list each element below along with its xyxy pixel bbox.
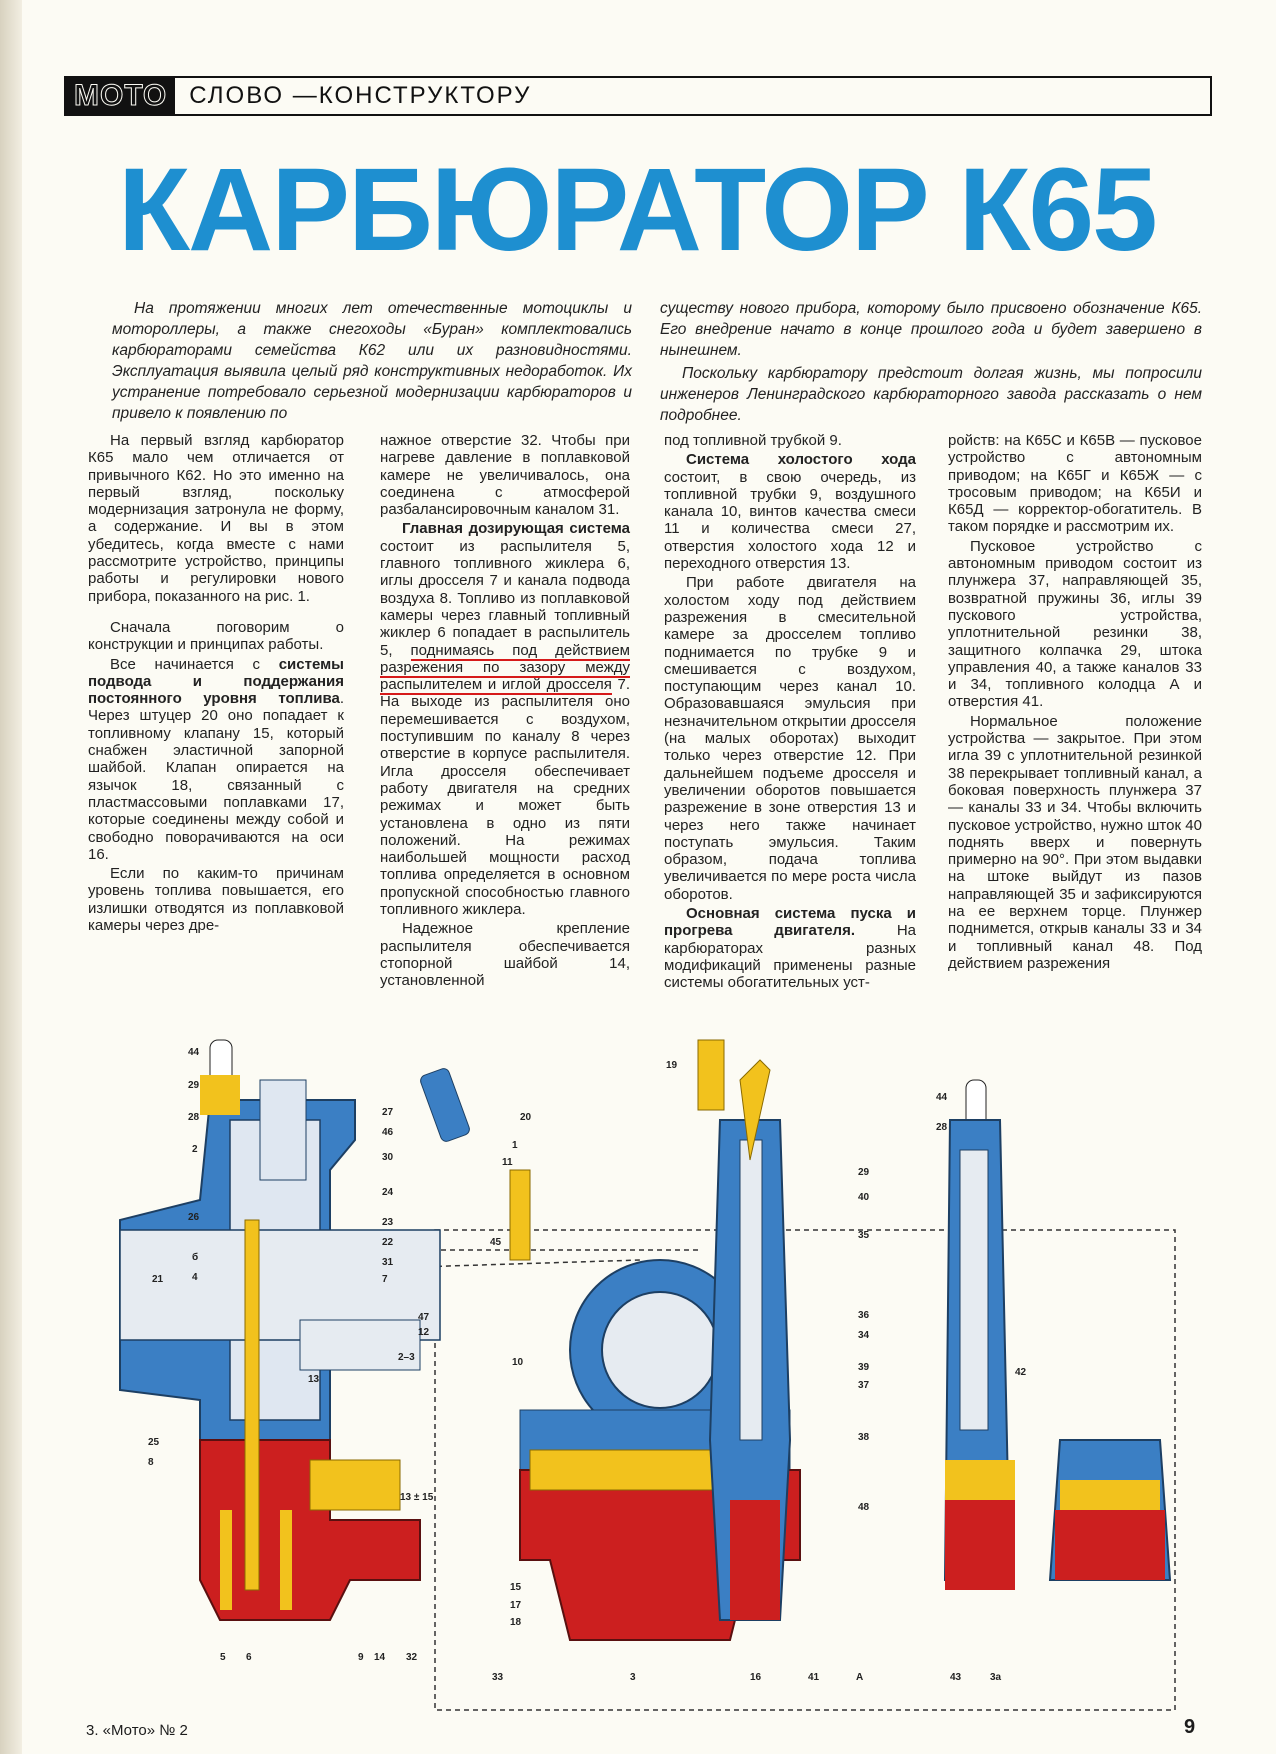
col2-p2-c: 7. На выходе из распылителя оно перемешивается с воздухом, поступившим по каналу 8 через отверстие в корпусе распылителя. Игла дросселя обеспечивает работу двигателя на средних режимах и может быть установлена в одно из пяти положений. На режимах наибольшей мощности расход топлива определяется в основном пропускной способностью главного топливного жиклера. [380, 676, 630, 919]
label-44: 44 [188, 1047, 200, 1058]
label-38: 38 [858, 1432, 870, 1443]
label-40: 40 [858, 1192, 870, 1203]
label-32: 32 [406, 1652, 418, 1663]
lead-right-p2: Поскольку карбюратору предстоит долгая жизнь, мы попросили инженеров Ленинградского карбюраторного завода рассказать о нем подробнее. [660, 365, 1202, 424]
label-33: 33 [492, 1672, 504, 1683]
label-11: 11 [502, 1157, 513, 1168]
label-48: 48 [858, 1502, 870, 1513]
label-15: 15 [510, 1582, 522, 1593]
label-20: 20 [520, 1112, 532, 1123]
col4-p2: Пусковое устройство с автономным приводом состоит из плунжера 37, направляющей 35, возвратной пружины 36, иглы 39 пускового устройства, уплотнительной резинки 38, защитного колпачка 29, штока управления 40, а также каналов 33 и 34, топливного колодца А и отверстия 41. [948, 537, 1202, 711]
col1-p2: Сначала поговорим о конструкции и принципах работы. [88, 618, 344, 654]
col3-p2-b: состоит, в свою очередь, из топливной трубки 9, воздушного канала 10, винтов качества смеси 11 и количества смеси 27, отверстия холостого хода 12 и переходного отверстия 13. [664, 468, 916, 573]
label-39: 39 [858, 1362, 870, 1373]
col3-p2 [664, 451, 916, 572]
column-2 [380, 432, 630, 992]
lead-left [112, 298, 632, 426]
label-7: 7 [382, 1274, 388, 1285]
label-28: 28 [188, 1112, 200, 1123]
label-29-mid: 29 [858, 1167, 870, 1178]
label-8: 8 [148, 1457, 154, 1468]
label-3a: 3а [990, 1672, 1002, 1683]
col3-p4 [664, 905, 916, 991]
label-9: 9 [358, 1652, 364, 1663]
label-6: 6 [246, 1652, 252, 1663]
carburetor-diagram [100, 1020, 1230, 1720]
col2-p2-b: состоит из распылителя 5, главного топливного жиклера 6, иглы дросселя 7 и канала подвода воздуха 8. Топливо из поплавковой камеры через главный топливный жиклер 6 попадает в распылитель 5, [380, 537, 630, 659]
col1-p3-a: Все начинается с [110, 655, 279, 673]
middle-carburetor [419, 1040, 800, 1640]
label-12: 12 [418, 1327, 430, 1338]
col1-p3 [88, 656, 344, 864]
col3-p4-bold: Основная система пуска и прогрева двигателя. [664, 905, 916, 940]
label-3: 3 [630, 1672, 636, 1683]
col1-p3-bold: системы подвода и поддержания постоянного уровня топлива [88, 655, 344, 708]
label-level: 13 ± 15 [400, 1492, 434, 1503]
col3-p4-b: На карбюраторах разных модификаций применены разные системы обогатительных уст- [664, 922, 916, 992]
col2-p1: нажное отверстие 32. Чтобы при нагреве давление в поплавковой камере не увеличивалось, она соединена с атмосферой разбалансировочным каналом 31. [380, 432, 630, 519]
label-5: 5 [220, 1652, 226, 1663]
label-30: 30 [382, 1152, 394, 1163]
label-21: 21 [152, 1274, 164, 1285]
label-41: 41 [808, 1672, 820, 1683]
label-26: 26 [188, 1212, 200, 1223]
label-35: 35 [858, 1230, 870, 1241]
label-44-right: 44 [936, 1092, 948, 1103]
col4-p3: Нормальное положение устройства — закрытое. При этом игла 39 с уплотнительной резинкой 38 перекрывает топливный канал, а боковая поверхность плунжера 37 — каналы 33 и 34. Чтобы включить пусковое устройство, нужно шток 40 поднять вверх и повернуть примерно на 90°. При этом выдавки на штоке выйдут из пазов направляющей 35 и зафиксируются на ее верхнем торце. Плунжер поднимется, открыв каналы 33 и 34 и топливный канал 48. Под действием разрежения [948, 712, 1202, 972]
label-2: 2 [192, 1144, 198, 1155]
label-43: 43 [950, 1672, 962, 1683]
lead-right-p1: существу нового прибора, которому было присвоено обозначение К65. Его внедрение начато в конце прошлого года и будет завершено в нынешнем. [660, 300, 1202, 359]
column-4 [948, 432, 1202, 974]
col2-p2-bold: Главная дозирующая система [402, 520, 630, 538]
col3-p2-bold: Система холостого хода [686, 451, 916, 469]
label-27: 27 [382, 1107, 394, 1118]
page-binding-shadow [0, 0, 22, 1754]
label-18: 18 [510, 1617, 522, 1628]
label-34: 34 [858, 1330, 870, 1341]
label-14: 14 [374, 1652, 386, 1663]
column-1 [88, 432, 344, 936]
label-19: 19 [666, 1060, 678, 1071]
col1-p1: На первый взгляд карбюратор К65 мало чем отличается от привычного К62. Но это именно на первый взгляд, поскольку модернизация затронула не форму, а содержание. И вы в этом убедитесь, когда вместе с нами рассмотрите устройство, принципы работы и регулировки нового прибора, показанного на рис. 1. [88, 432, 344, 605]
col3-p3: При работе двигателя на холостом ходу под действием разрежения в смесительной камере за дросселем топливо поднимается по трубке 9 и смешивается с воздухом, поступающим через канал 10. Образовавшаяся эмульсия при незначительном открытии дросселя (на малых оборотах) выходит только через отверстие 12. При дальнейшем подъеме дросселя и увеличении оборотов повышается разрежение в зоне отверстия 13 и через него также начинает поступать эмульсия. Таким образом, подача топлива увеличивается по мере роста числа оборотов. [664, 574, 916, 903]
label-4: 4 [192, 1272, 198, 1283]
footer-issue: 3. «Мото» № 2 [86, 1722, 188, 1739]
col3-p1: под топливной трубкой 9. [664, 432, 842, 449]
label-37: 37 [858, 1380, 870, 1391]
page-number: 9 [1184, 1716, 1196, 1738]
label-45: 45 [490, 1237, 502, 1248]
col1-p4: Если по каким-то причинам уровень топлива повышается, его излишки отводятся из поплавковой камеры через дре- [88, 865, 344, 935]
col1-p3-c: . Через штуцер 20 оно попадает к топливному клапану 15, который снабжен эластичной запорной шайбой. Клапан опирается на язычок 18, связанный с пластмассовыми поплавками 17, которые соединены между собой и свободно поворачиваются на оси 16. [88, 690, 344, 863]
rubric-title: СЛОВО —КОНСТРУКТОРУ [189, 82, 532, 109]
label-24: 24 [382, 1187, 394, 1198]
col2-p2 [380, 520, 630, 918]
label-28-right: 28 [936, 1122, 948, 1133]
label-17: 17 [510, 1600, 522, 1611]
label-b: б [192, 1252, 199, 1263]
label-46: 46 [382, 1127, 394, 1138]
right-starter-parts [945, 1080, 1170, 1590]
label-42: 42 [1015, 1367, 1027, 1378]
column-3 [664, 432, 916, 994]
lead-right [660, 298, 1202, 428]
label-36: 36 [858, 1310, 870, 1321]
label-2-3: 2–3 [398, 1352, 415, 1363]
label-23: 23 [382, 1217, 394, 1228]
label-22: 22 [382, 1237, 394, 1248]
moto-badge: МОТО [66, 78, 175, 114]
label-10: 10 [512, 1357, 524, 1368]
label-A: А [856, 1672, 864, 1683]
label-13: 13 [308, 1374, 320, 1385]
label-47: 47 [418, 1312, 430, 1323]
label-1: 1 [512, 1140, 518, 1151]
lead-left-text: На протяжении многих лет отечественные мотоциклы и мотороллеры, а также снегоходы «Буран» комплектовались карбюраторами семейства К62 или их разновидностями. Эксплуатация выявила целый ряд конструктивных недоработок. Их устранение потребовало серьезной модернизации карбюраторов и привело к появлению по [112, 300, 632, 422]
section-header [64, 76, 1212, 116]
label-25: 25 [148, 1437, 160, 1448]
col4-p1: ройств: на К65С и К65В — пусковое устройство с автономным приводом; на К65Г и К65Ж — с тросовым приводом; на К65И и К65Д — корректор-обогатитель. В таком порядке и рассмотрим их. [948, 432, 1202, 536]
label-29: 29 [188, 1080, 200, 1091]
label-16: 16 [750, 1672, 762, 1683]
article-title: КАРБЮРАТОР К65 [118, 144, 1156, 276]
col2-underlined-text: поднимаясь под действием разрежения по зазору между распылителем и иглой дросселя [380, 641, 630, 694]
label-31: 31 [382, 1257, 394, 1268]
col2-p3: Надежное крепление распылителя обеспечивается стопорной шайбой 14, установленной [380, 920, 630, 990]
